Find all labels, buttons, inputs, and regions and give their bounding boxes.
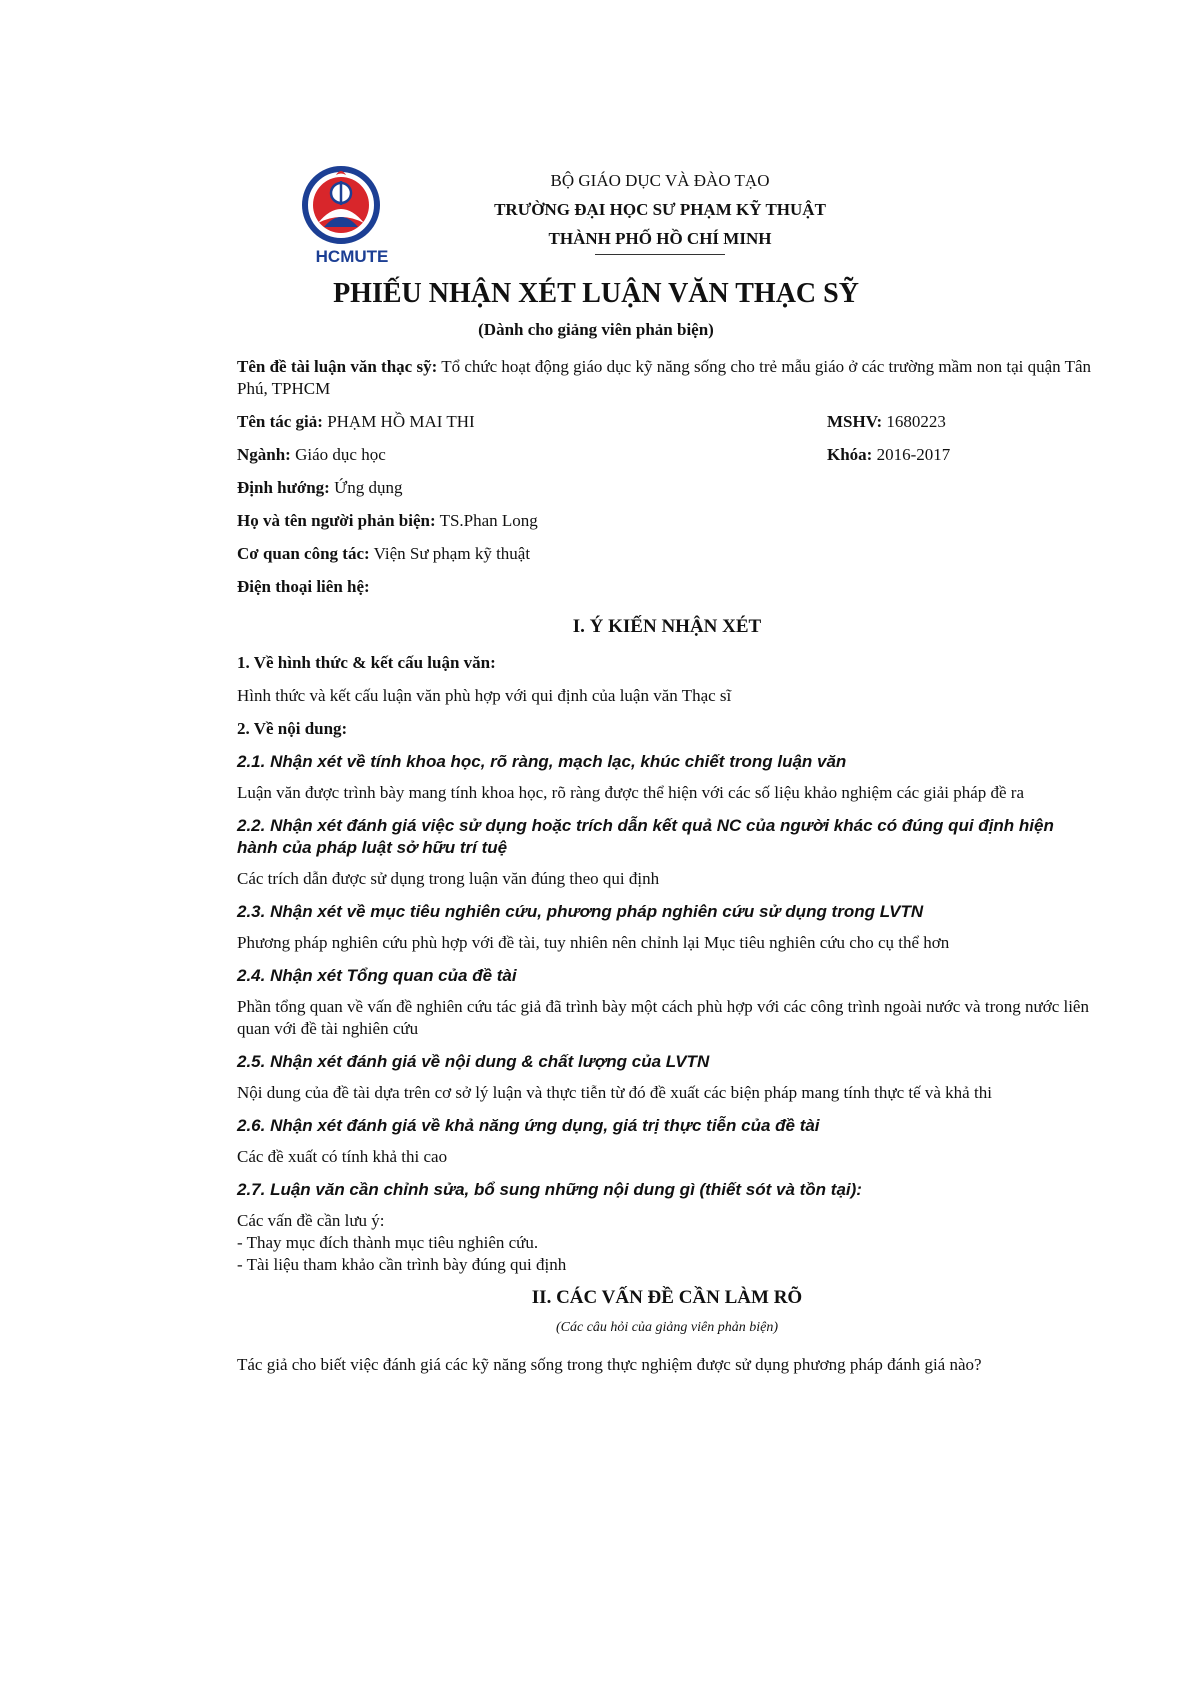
orientation-row — [237, 477, 1097, 499]
item-2-3-text: Phương pháp nghiên cứu phù hợp với đề tài, tuy nhiên nên chỉnh lại Mục tiêu nghiên cứu cho cụ thể hơn — [237, 933, 950, 952]
item-2-1-heading: 2.1. Nhận xét về tính khoa học, rõ ràng, mạch lạc, khúc chiết trong luận văn — [237, 752, 847, 771]
form-text: Hình thức và kết cấu luận văn phù hợp với qui định của luận văn Thạc sĩ — [237, 686, 732, 705]
major-row — [237, 444, 1097, 466]
item-2-7-line: - Thay mục đích thành mục tiêu nghiên cứu. — [237, 1233, 539, 1252]
item-2-7-line: - Tài liệu tham khảo cần trình bày đúng qui định — [237, 1255, 567, 1274]
form-heading: 1. Về hình thức & kết cấu luận văn: — [237, 653, 496, 672]
item-2-7-notes — [237, 1210, 1097, 1276]
reviewer-value: TS.Phan Long — [435, 511, 538, 530]
item-2-6-heading: 2.6. Nhận xét đánh giá về khả năng ứng dụng, giá trị thực tiễn của đề tài — [237, 1116, 820, 1135]
item-2-5-text: Nội dung của đề tài dựa trên cơ sở lý luận và thực tiễn từ đó đề xuất các biện pháp mang tính thực tế và khả thi — [237, 1083, 992, 1102]
document-title: PHIẾU NHẬN XÉT LUẬN VĂN THẠC SỸ — [333, 278, 859, 309]
course-label: Khóa: — [827, 445, 873, 464]
header-divider — [595, 254, 725, 255]
phone-label: Điện thoại liên hệ: — [237, 577, 370, 596]
mshv-value: 1680223 — [882, 412, 946, 431]
logo-text: HCMUTE — [315, 247, 389, 266]
phone-row — [237, 576, 1097, 598]
topic-label: Tên đề tài luận văn thạc sỹ: — [237, 357, 438, 376]
workplace-value: Viện Sư phạm kỹ thuật — [369, 544, 531, 563]
section-2-note: (Các câu hỏi của giảng viên phản biện) — [555, 1320, 778, 1335]
content-heading: 2. Về nội dung: — [237, 719, 348, 738]
item-2-3-heading: 2.3. Nhận xét về mục tiêu nghiên cứu, phương pháp nghiên cứu sử dụng trong LVTN — [237, 902, 924, 921]
document-body — [237, 356, 1097, 1387]
author-row — [237, 411, 1097, 433]
course-value: 2016-2017 — [872, 445, 951, 464]
reviewer-label: Họ và tên người phản biện: — [237, 511, 436, 530]
section-2-heading: II. CÁC VẤN ĐỀ CẦN LÀM RÕ — [531, 1287, 803, 1308]
major-label: Ngành: — [237, 445, 291, 464]
item-2-7-heading: 2.7. Luận văn cần chỉnh sửa, bổ sung những nội dung gì (thiết sót và tồn tại): — [237, 1180, 862, 1199]
reviewer-row — [237, 510, 1097, 532]
item-2-2-text: Các trích dẫn được sử dụng trong luận văn đúng theo qui định — [237, 869, 660, 888]
author-label: Tên tác giả: — [237, 412, 323, 431]
organization-header — [460, 166, 860, 255]
document-subtitle: (Dành cho giảng viên phản biện) — [478, 320, 714, 339]
orientation-value: Ứng dụng — [329, 478, 403, 497]
item-2-2-heading: 2.2. Nhận xét đánh giá việc sử dụng hoặc trích dẫn kết quả NC của người khác có đúng qui định hiện hành của pháp luật sở hữu trí tuệ — [237, 816, 1054, 857]
workplace-label: Cơ quan công tác: — [237, 544, 370, 563]
workplace-row — [237, 543, 1097, 565]
item-2-7-line: Các vấn đề cần lưu ý: — [237, 1211, 385, 1230]
item-2-4-text: Phần tổng quan về vấn đề nghiên cứu tác giả đã trình bày một cách phù hợp với các công trình ngoài nước và trong nước liên quan với đề tài nghiên cứu — [237, 997, 1089, 1038]
school-logo — [300, 165, 404, 275]
logo-emblem-icon — [300, 165, 404, 249]
ministry-name: BỘ GIÁO DỤC VÀ ĐÀO TẠO — [550, 171, 770, 190]
orientation-label: Định hướng: — [237, 478, 330, 497]
item-2-1-text: Luận văn được trình bày mang tính khoa học, rõ ràng được thể hiện với các số liệu khảo nghiệm các giải pháp đề ra — [237, 783, 1025, 802]
mshv-label: MSHV: — [827, 412, 883, 431]
topic-value: Tổ chức hoạt động giáo dục kỹ năng sống cho trẻ mẫu giáo ở các trường mầm non tại quận Tân Phú, TPHCM — [237, 357, 1092, 398]
section-2-question: Tác giả cho biết việc đánh giá các kỹ năng sống trong thực nghiệm được sử dụng phương pháp đánh giá nào? — [237, 1355, 982, 1374]
item-2-6-text: Các đề xuất có tính khả thi cao — [237, 1147, 448, 1166]
city-name: THÀNH PHỐ HỒ CHÍ MINH — [548, 229, 772, 248]
item-2-4-heading: 2.4. Nhận xét Tổng quan của đề tài — [237, 966, 517, 985]
major-value: Giáo dục học — [290, 445, 386, 464]
topic-row — [237, 356, 1097, 400]
item-2-5-heading: 2.5. Nhận xét đánh giá về nội dung & chất lượng của LVTN — [237, 1052, 710, 1071]
author-value: PHẠM HỒ MAI THI — [322, 412, 475, 431]
section-1-heading: I. Ý KIẾN NHẬN XÉT — [572, 616, 762, 637]
school-name: TRƯỜNG ĐẠI HỌC SƯ PHẠM KỸ THUẬT — [494, 200, 826, 219]
